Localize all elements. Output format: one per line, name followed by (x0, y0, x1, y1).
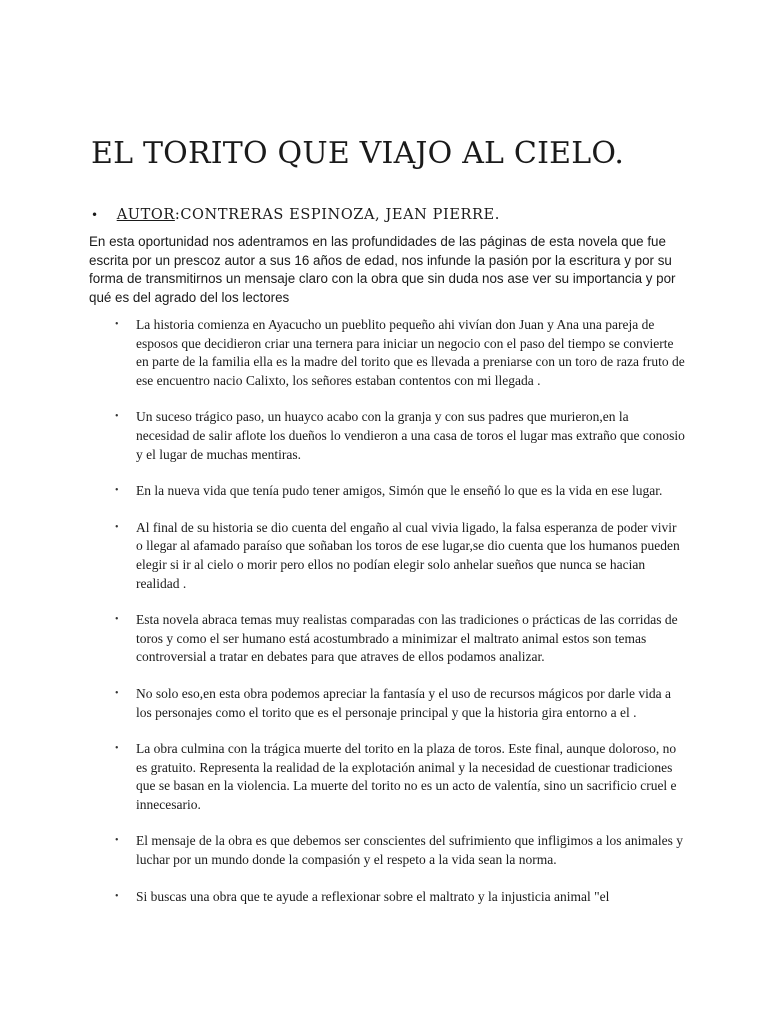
list-item-text: Esta novela abraca temas muy realistas comparadas con las tradiciones o prácticas de las corridas de toros y como el ser humano está acostumbrado a minimizar el maltrato animal estos son temas controversial a tratar en debates para que atraves de ellos podamos analizar. (136, 612, 678, 665)
bullet-list (115, 316, 685, 924)
list-item (115, 611, 685, 667)
list-item-text: Si buscas una obra que te ayude a reflexionar sobre el maltrato y la injusticia animal "el (136, 888, 610, 904)
bullet-marker: • (115, 835, 119, 847)
list-item (115, 740, 685, 814)
intro-paragraph: En esta oportunidad nos adentramos en las profundidades de las páginas de esta novela que fue escrita por un prescoz autor a sus 16 años de edad, nos infunde la pasión por la escritura y por su forma de transmitirnos un mensaje claro con la obra que sin duda nos ase ver su importancia y por qué es del agrado del los lectores (89, 234, 676, 305)
author-line (91, 207, 500, 223)
author-name: CONTRERAS ESPINOZA, JEAN PIERRE. (180, 207, 500, 223)
list-item (115, 482, 685, 501)
list-item (115, 832, 685, 869)
bullet-marker: • (115, 411, 119, 423)
list-item-text: La obra culmina con la trágica muerte del torito en la plaza de toros. Este final, aunque doloroso, no es gratuito. Representa la realidad de la explotación animal y la necesidad de cuestionar tradiciones que se basan en la violencia. La muerte del torito no es un acto de valentía, sino un sacrificio cruel e innecesario. (136, 741, 677, 812)
list-item (115, 519, 685, 593)
bullet-marker: • (115, 485, 119, 497)
list-item-text: Un suceso trágico paso, un huayco acabo con la granja y con sus padres que murieron,en la necesidad de salir aflote los dueños lo vendieron a una casa de toros el lugar mas extraño que conosio y el lugar de muchas mentiras. (136, 409, 685, 462)
document-title: EL TORITO QUE VIAJO AL CIELO. (91, 136, 625, 171)
bullet-marker: • (115, 687, 119, 699)
bullet-marker: • (115, 743, 119, 755)
bullet-marker: • (115, 521, 119, 533)
list-item-text: El mensaje de la obra es que debemos ser conscientes del sufrimiento que infligimos a los animales y luchar por un mundo donde la compasión y el respeto a la vida sean la norma. (136, 833, 683, 868)
list-item-text: La historia comienza en Ayacucho un pueblito pequeño ahi vivían don Juan y Ana una pareja de esposos que decidieron criar una ternera para iniciar un negocio con el paso del tiempo se convierte en parte de la familia ella es la madre del torito que es llevada a preniarse con un toro de raza fruto de ese encuentro nacio Calixto, los señores estaban contentos con mi llegada . (136, 317, 685, 388)
list-item (115, 685, 685, 722)
list-item-text: En la nueva vida que tenía pudo tener amigos, Simón que le enseñó lo que es la vida en ese lugar. (136, 483, 663, 499)
bullet-marker: • (115, 890, 119, 902)
author-label: AUTOR (116, 207, 175, 223)
bullet-marker: • (115, 614, 119, 626)
list-item-text: No solo eso,en esta obra podemos apreciar la fantasía y el uso de recursos mágicos por darle vida a los personajes como el torito que es el personaje principal y que la historia gira entorno a el . (136, 685, 671, 720)
bullet-marker: • (115, 319, 119, 330)
list-item (115, 408, 685, 464)
list-item (115, 316, 685, 390)
author-bullet: • (91, 208, 99, 222)
list-item-text: Al final de su historia se dio cuenta del engaño al cual vivia ligado, la falsa esperanza de poder vivir o llegar al afamado paraíso que soñaban los toros de ese lugar,se dio cuenta que los humanos pueden elegir si ir al cielo o morir pero ellos no podían elegir solo anhelar sueños que nunca se hacian realidad . (136, 519, 680, 591)
list-item (115, 888, 685, 907)
author-separator: : (174, 207, 181, 223)
